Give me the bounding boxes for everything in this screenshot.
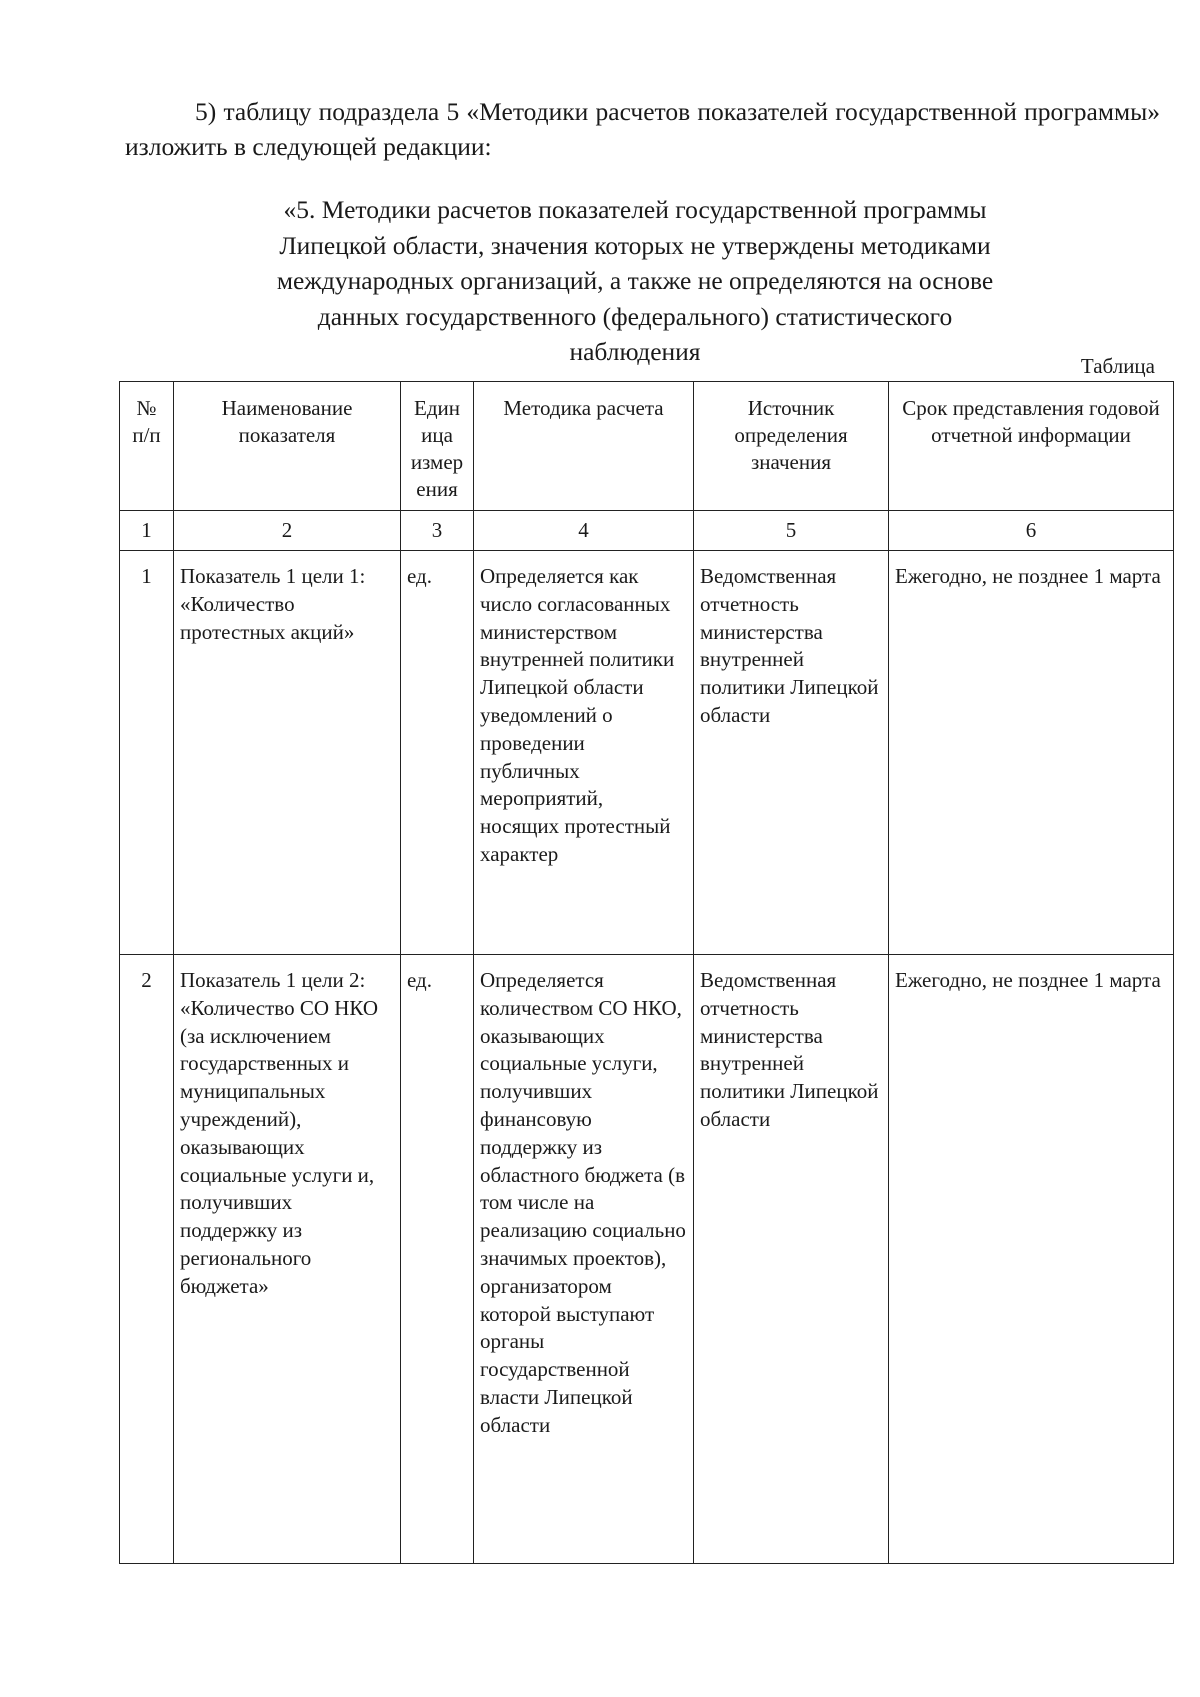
header-unit: Един ица измер ения xyxy=(401,382,474,511)
section-title-line: «5. Методики расчетов показателей государственной программы xyxy=(283,195,987,224)
section-title xyxy=(190,192,1080,370)
section-title-line: международных организаций, а также не определяются на основе xyxy=(276,266,994,295)
column-number-row xyxy=(120,511,1174,551)
row-unit: ед. xyxy=(401,551,474,955)
row-num: 1 xyxy=(120,551,174,955)
column-number: 3 xyxy=(401,511,474,551)
section-title-line: данных государственного (федерального) статистического xyxy=(317,301,953,331)
row-source: Ведомственная отчетность министерства внутренней политики Липецкой области xyxy=(694,551,889,955)
table-row xyxy=(120,551,1174,955)
column-number: 4 xyxy=(474,511,694,551)
header-deadline: Срок представления годовой отчетной информации xyxy=(889,382,1174,511)
row-deadline: Ежегодно, не позднее 1 марта xyxy=(889,551,1174,955)
column-number: 1 xyxy=(120,511,174,551)
table-header-row xyxy=(120,382,1174,511)
row-indicator-name: Показатель 1 цели 1: «Количество протестных акций» xyxy=(174,551,401,955)
header-method: Методика расчета xyxy=(474,382,694,511)
table-label: Таблица xyxy=(1080,354,1155,378)
header-source: Источник определения значения xyxy=(694,382,889,511)
column-number: 5 xyxy=(694,511,889,551)
row-unit: ед. xyxy=(401,955,474,1564)
intro-paragraph: 5) таблицу подраздела 5 «Методики расчетов показателей государственной программы» изложить в следующей редакции: xyxy=(125,97,1160,161)
row-method: Определяется количеством СО НКО, оказывающих социальные услуги, получивших финансовую поддержку из областного бюджета (в том числе на реализацию социально значимых проектов), организатором которой выступают органы государственной власти Липецкой области xyxy=(474,955,694,1564)
section-title-line: Липецкой области, значения которых не утверждены методиками xyxy=(279,230,991,260)
row-source: Ведомственная отчетность министерства внутренней политики Липецкой области xyxy=(694,955,889,1564)
header-num: № п/п xyxy=(120,382,174,511)
row-deadline: Ежегодно, не позднее 1 марта xyxy=(889,955,1174,1564)
header-name: Наименование показателя xyxy=(174,382,401,511)
row-indicator-name: Показатель 1 цели 2: «Количество СО НКО (за исключением государственных и муниципальных учреждений), оказывающих социальные услуги и, получивших поддержку из регионального бюджета» xyxy=(174,955,401,1564)
column-number: 6 xyxy=(889,511,1174,551)
row-num: 2 xyxy=(120,955,174,1564)
row-method: Определяется как число согласованных министерством внутренней политики Липецкой области уведомлений о проведении публичных мероприятий, носящих протестный характер xyxy=(474,551,694,955)
column-number: 2 xyxy=(174,511,401,551)
methodology-table xyxy=(119,381,1174,1564)
section-title-line: наблюдения xyxy=(569,337,701,366)
table-row xyxy=(120,955,1174,1564)
